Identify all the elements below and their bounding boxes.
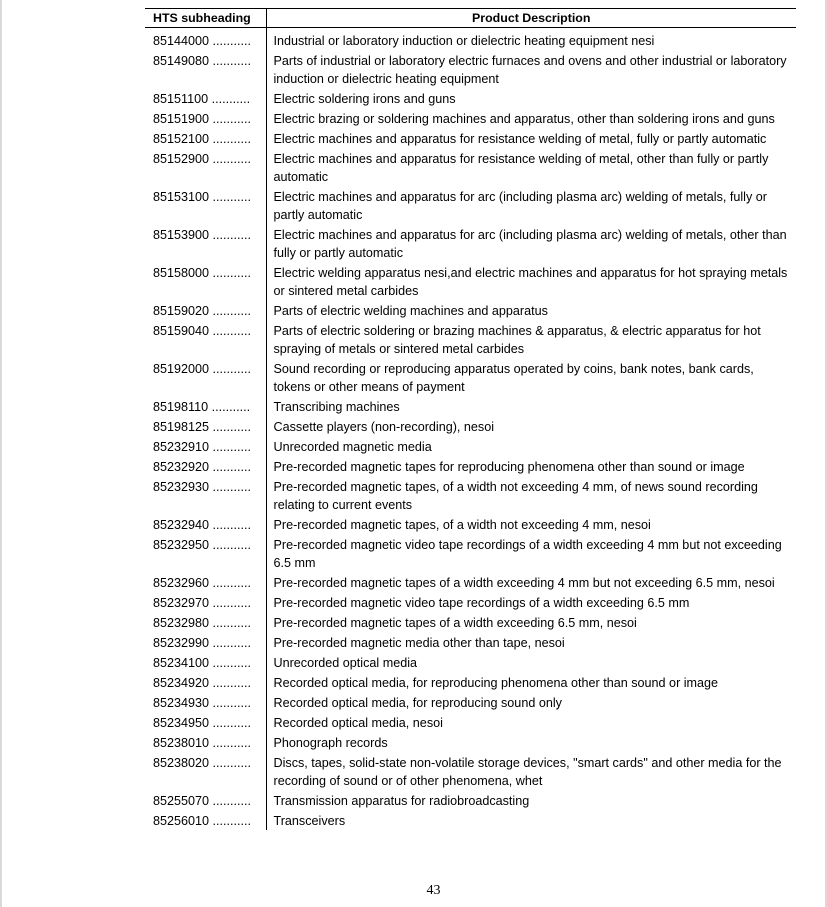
hts-code-cell: 85234920 ........... xyxy=(145,672,266,692)
hts-table xyxy=(145,8,796,830)
table-row xyxy=(145,320,796,358)
product-description-cell: Electric machines and apparatus for resistance welding of metal, fully or partly automatic xyxy=(273,132,767,146)
table-row xyxy=(145,514,796,534)
hts-code-cell: 85232920 ........... xyxy=(145,456,266,476)
hts-code-cell: 85255070 ........... xyxy=(145,790,266,810)
hts-code-cell: 85149080 ........... xyxy=(145,50,266,88)
table-row xyxy=(145,300,796,320)
hts-code-cell: 85151100 ........... xyxy=(145,88,266,108)
product-description-cell: Electric machines and apparatus for arc (including plasma arc) welding of metals, fully or partly automatic xyxy=(273,190,767,222)
product-description-cell: Industrial or laboratory induction or dielectric heating equipment nesi xyxy=(273,34,655,48)
table-row xyxy=(145,262,796,300)
table-row xyxy=(145,712,796,732)
product-description-cell: Pre-recorded magnetic tapes, of a width not exceeding 4 mm, nesoi xyxy=(273,518,651,532)
hts-code-cell: 85151900 ........... xyxy=(145,108,266,128)
product-description-cell: Parts of industrial or laboratory electric furnaces and ovens and other industrial or laboratory induction or dielectric heating equipment xyxy=(273,54,787,86)
product-description-cell: Pre-recorded magnetic tapes, of a width not exceeding 4 mm, of news sound recording relating to current events xyxy=(273,480,758,512)
product-description-cell: Pre-recorded magnetic video tape recordings of a width exceeding 6.5 mm xyxy=(273,596,690,610)
product-description-cell: Discs, tapes, solid-state non-volatile storage devices, "smart cards" and other media for the recording of sound or of other phenomena, whet xyxy=(273,756,782,788)
product-description-cell: Electric soldering irons and guns xyxy=(273,92,456,106)
table-row xyxy=(145,224,796,262)
table-row xyxy=(145,108,796,128)
table-body xyxy=(145,28,796,831)
product-description-cell: Unrecorded optical media xyxy=(273,656,418,670)
hts-code-cell: 85232910 ........... xyxy=(145,436,266,456)
hts-code-cell: 85159040 ........... xyxy=(145,320,266,358)
hts-code-cell: 85159020 ........... xyxy=(145,300,266,320)
hts-code-cell: 85234950 ........... xyxy=(145,712,266,732)
table-row xyxy=(145,148,796,186)
table-row xyxy=(145,476,796,514)
product-description-cell: Electric brazing or soldering machines and apparatus, other than soldering irons and guns xyxy=(273,112,775,126)
product-description-cell: Transmission apparatus for radiobroadcasting xyxy=(273,794,530,808)
table-row xyxy=(145,572,796,592)
hts-code-cell: 85232970 ........... xyxy=(145,592,266,612)
hts-code-cell: 85152900 ........... xyxy=(145,148,266,186)
hts-code-cell: 85232960 ........... xyxy=(145,572,266,592)
table-row xyxy=(145,810,796,830)
table-row xyxy=(145,592,796,612)
page-number: 43 xyxy=(426,883,441,898)
hts-code-cell: 85198125 ........... xyxy=(145,416,266,436)
hts-code-cell: 85153100 ........... xyxy=(145,186,266,224)
product-description-header: Product Description xyxy=(266,9,796,28)
product-description-cell: Pre-recorded magnetic tapes of a width exceeding 4 mm but not exceeding 6.5 mm, nesoi xyxy=(273,576,775,590)
table-row xyxy=(145,672,796,692)
hts-code-cell: 85234930 ........... xyxy=(145,692,266,712)
product-description-cell: Electric machines and apparatus for resistance welding of metal, other than fully or partly automatic xyxy=(273,152,769,184)
table-row xyxy=(145,534,796,572)
table-row xyxy=(145,752,796,790)
hts-code-cell: 85232980 ........... xyxy=(145,612,266,632)
table-row xyxy=(145,186,796,224)
product-description-cell: Phonograph records xyxy=(273,736,388,750)
table-row xyxy=(145,128,796,148)
hts-code-cell: 85232940 ........... xyxy=(145,514,266,534)
hts-code-cell: 85232950 ........... xyxy=(145,534,266,572)
table-row xyxy=(145,456,796,476)
hts-code-cell: 85144000 ........... xyxy=(145,28,266,51)
header-row xyxy=(145,9,796,28)
product-description-cell: Electric welding apparatus nesi,and electric machines and apparatus for hot spraying metals or sintered metal carbides xyxy=(273,266,788,298)
table-row xyxy=(145,790,796,810)
hts-code-cell: 85152100 ........... xyxy=(145,128,266,148)
page-edge-left xyxy=(0,0,2,907)
product-description-cell: Parts of electric soldering or brazing machines & apparatus, & electric apparatus for hot spraying of metals or sintered metal carbides xyxy=(273,324,761,356)
hts-code-cell: 85153900 ........... xyxy=(145,224,266,262)
product-description-cell: Pre-recorded magnetic video tape recordings of a width exceeding 4 mm but not exceeding 6.5 mm xyxy=(273,538,782,570)
product-description-cell: Cassette players (non-recording), nesoi xyxy=(273,420,494,434)
table-row xyxy=(145,396,796,416)
table-row xyxy=(145,732,796,752)
table-row xyxy=(145,612,796,632)
product-description-cell: Recorded optical media, for reproducing sound only xyxy=(273,696,562,710)
hts-code-cell: 85198110 ........... xyxy=(145,396,266,416)
table-row xyxy=(145,88,796,108)
hts-code-cell: 85238010 ........... xyxy=(145,732,266,752)
table-row xyxy=(145,652,796,672)
product-description-cell: Parts of electric welding machines and apparatus xyxy=(273,304,548,318)
hts-subheading-header: HTS subheading xyxy=(145,9,266,28)
product-description-cell: Electric machines and apparatus for arc (including plasma arc) welding of metals, other than fully or partly automatic xyxy=(273,228,787,260)
product-description-cell: Pre-recorded magnetic tapes for reproducing phenomena other than sound or image xyxy=(273,460,745,474)
product-description-cell: Pre-recorded magnetic media other than tape, nesoi xyxy=(273,636,565,650)
hts-code-cell: 85256010 ........... xyxy=(145,810,266,830)
product-description-cell: Sound recording or reproducing apparatus operated by coins, bank notes, bank cards, tokens or other means of payment xyxy=(273,362,754,394)
product-description-cell: Unrecorded magnetic media xyxy=(273,440,432,454)
table-row xyxy=(145,416,796,436)
table-row xyxy=(145,436,796,456)
product-description-cell: Recorded optical media, nesoi xyxy=(273,716,443,730)
hts-code-cell: 85232990 ........... xyxy=(145,632,266,652)
table-header xyxy=(145,9,796,28)
hts-table-container xyxy=(145,8,796,830)
product-description-cell: Pre-recorded magnetic tapes of a width exceeding 6.5 mm, nesoi xyxy=(273,616,637,630)
hts-code-cell: 85234100 ........... xyxy=(145,652,266,672)
product-description-cell: Transceivers xyxy=(273,814,346,828)
hts-code-cell: 85238020 ........... xyxy=(145,752,266,790)
hts-code-cell: 85192000 ........... xyxy=(145,358,266,396)
table-row xyxy=(145,50,796,88)
product-description-cell: Recorded optical media, for reproducing phenomena other than sound or image xyxy=(273,676,719,690)
product-description-cell: Transcribing machines xyxy=(273,400,400,414)
hts-code-cell: 85158000 ........... xyxy=(145,262,266,300)
table-row xyxy=(145,632,796,652)
hts-code-cell: 85232930 ........... xyxy=(145,476,266,514)
table-row xyxy=(145,28,796,51)
table-row xyxy=(145,358,796,396)
table-row xyxy=(145,692,796,712)
